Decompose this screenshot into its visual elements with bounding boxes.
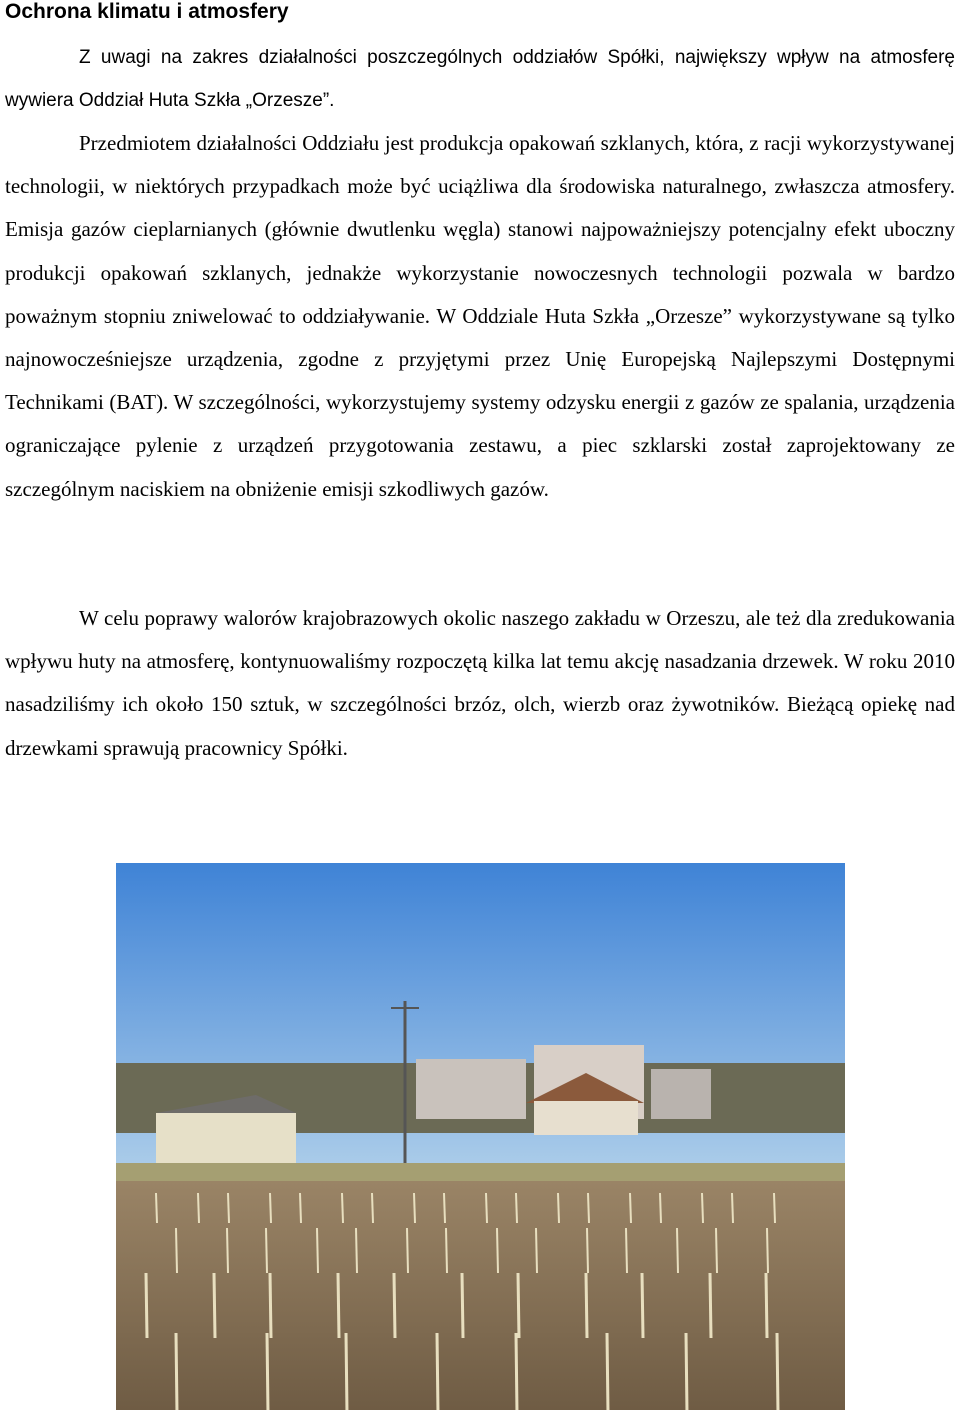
apartment-block — [416, 1059, 526, 1119]
sapling-stake — [710, 1273, 711, 1338]
sapling-stake — [198, 1193, 199, 1223]
sapling-stake — [767, 1228, 768, 1273]
sapling-stake — [486, 1193, 487, 1223]
house — [534, 1101, 638, 1135]
sapling-stake — [156, 1193, 157, 1223]
sapling-stake — [588, 1193, 589, 1223]
photo-tree-planting — [116, 863, 845, 1410]
apartment-block — [651, 1069, 711, 1119]
sapling-stake — [660, 1193, 661, 1223]
sapling-stake — [342, 1193, 343, 1223]
sapling-stake — [686, 1333, 687, 1410]
sapling-stake — [407, 1228, 408, 1273]
sapling-stake — [462, 1273, 463, 1338]
sapling-stake — [774, 1193, 775, 1223]
sapling-stake — [176, 1228, 177, 1273]
paragraph-tree-planting: W celu poprawy walorów krajobrazowych okolic naszego zakładu w Orzeszu, ale też dla zredukowania wpływu huty na atmosferę, kontynuowaliśmy rozpoczętą kilka lat temu akcję nasadzania drzewek. W roku 2010 nasadziliśmy ich około 150 sztuk, w szczególności brzóz, olch, wierzb oraz żywotników. Bieżącą opiekę nad drzewkami sprawują pracownicy Spółki. — [5, 606, 955, 760]
sapling-stake — [626, 1228, 627, 1273]
sapling-stake — [266, 1228, 267, 1273]
sapling-stake — [732, 1193, 733, 1223]
sapling-stake — [642, 1273, 643, 1338]
sapling-stake — [372, 1193, 373, 1223]
sapling-stake — [267, 1333, 268, 1410]
sapling-stake — [228, 1193, 229, 1223]
sapling-stake — [176, 1333, 177, 1410]
sapling-stake — [716, 1228, 717, 1273]
sapling-stake — [607, 1333, 608, 1410]
sapling-stake — [437, 1333, 438, 1410]
soil-field — [116, 1181, 845, 1410]
sapling-stake — [630, 1193, 631, 1223]
sapling-stake — [317, 1228, 318, 1273]
section-title: Ochrona klimatu i atmosfery — [5, 0, 289, 23]
sapling-stake — [227, 1228, 228, 1273]
sapling-stake — [356, 1228, 357, 1273]
sapling-stake — [586, 1273, 587, 1338]
sapling-stake — [677, 1228, 678, 1273]
sapling-stake — [270, 1193, 271, 1223]
sapling-stake — [516, 1193, 517, 1223]
sapling-stake — [300, 1193, 301, 1223]
paragraph-technology: Przedmiotem działalności Oddziału jest produkcja opakowań szklanych, która, z racji wykorzystywanej technologii, w niektórych przypadkach może być uciążliwa dla środowiska naturalnego, zwłaszcza atmosfery. Emisja gazów cieplarnianych (głównie dwutlenku węgla) stanowi najpoważniejszy potencjalny efekt uboczny produkcji opakowań szklanych, jednakże wykorzystanie nowoczesnych technologii pozwala w bardzo poważnym stopniu zniwelować to oddziaływanie. W Oddziale Huta Szkła „Orzesze” wykorzystywane są tylko najnowocześniejsze urządzenia, zgodne z przyjętymi przez Unię Europejską Najlepszymi Dostępnymi Technikami (BAT). W szczególności, wykorzystujemy systemy odzysku energii z gazów ze spalania, urządzenia ograniczające pylenie z urządzeń przygotowania zestawu, a piec szklarski został zaprojektowany ze szczególnym naciskiem na obniżenie emisji szkodliwych gazów. — [5, 131, 955, 501]
sapling-stake — [446, 1228, 447, 1273]
sapling-stake — [558, 1193, 559, 1223]
sapling-stake — [766, 1273, 767, 1338]
sapling-stake — [516, 1333, 517, 1410]
sapling-stake — [497, 1228, 498, 1273]
sapling-stake — [146, 1273, 147, 1338]
photo-scene — [116, 863, 845, 1410]
sapling-stake — [414, 1193, 415, 1223]
sapling-stake — [444, 1193, 445, 1223]
sapling-stake — [587, 1228, 588, 1273]
paragraph-intro: Z uwagi na zakres działalności poszczególnych oddziałów Spółki, największy wpływ na atmosferę wywiera Oddział Huta Szkła „Orzesze”. — [5, 47, 955, 112]
sapling-stake — [777, 1333, 778, 1410]
sapling-stake — [346, 1333, 347, 1410]
sapling-stake — [214, 1273, 215, 1338]
sapling-stake — [536, 1228, 537, 1273]
sapling-stake — [394, 1273, 395, 1338]
sapling-stake — [338, 1273, 339, 1338]
sapling-stake — [518, 1273, 519, 1338]
sapling-stake — [270, 1273, 271, 1338]
sapling-stake — [702, 1193, 703, 1223]
